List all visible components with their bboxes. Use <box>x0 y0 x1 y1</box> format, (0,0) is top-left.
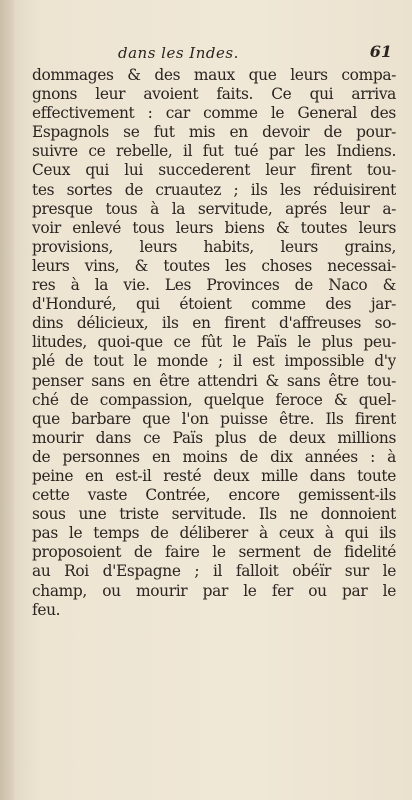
text-line: dommages & des maux que leurs compa- <box>32 66 396 84</box>
text-line: proposoient de faire le serment de fidelité <box>32 543 396 562</box>
text-line: Espagnols se fut mis en devoir de pour- <box>32 123 396 142</box>
page-header <box>0 44 412 64</box>
text-line: voir enlevé tous leurs biens & toutes leurs <box>32 218 396 237</box>
text-line: dins délicieux, ils en firent d'affreuses so- <box>32 314 396 333</box>
text-line: res à la vie. Les Provinces de Naco & <box>32 276 396 295</box>
text-line: presque tous à la servitude, aprés leur a- <box>32 199 396 218</box>
text-line: cette vaste Contrée, encore gemissent-ils <box>32 486 396 505</box>
text-line: tes sortes de cruautez ; ils les réduisirent <box>32 180 396 199</box>
text-line: penser sans en être attendri & sans être tou- <box>32 371 396 390</box>
text-line: champ, ou mourir par le fer ou par le <box>32 581 396 600</box>
text-line: que barbare que l'on puisse être. Ils firent <box>32 409 396 428</box>
text-line: provisions, leurs habits, leurs grains, <box>32 237 396 256</box>
body-text <box>32 66 396 620</box>
text-line: mourir dans ce Païs plus de deux millions <box>32 428 396 447</box>
text-line: sous une triste servitude. Ils ne donnoient <box>32 505 396 524</box>
text-line: gnons leur avoient faits. Ce qui arriva <box>32 85 396 104</box>
text-line: feu. <box>32 600 61 619</box>
text-line: Ceux qui lui succederent leur firent tou- <box>32 161 396 180</box>
running-head: dans les Indes. <box>118 44 239 62</box>
text-line: pas le temps de déliberer à ceux à qui ils <box>32 524 396 543</box>
text-line: litudes, quoi-que ce fût le Païs le plus peu- <box>32 333 396 352</box>
page-number: 61 <box>369 42 392 61</box>
page-gutter <box>0 0 14 800</box>
text-line: ché de compassion, quelque feroce & quel- <box>32 390 396 409</box>
text-line: suivre ce rebelle, il fut tué par les Indiens. <box>32 142 396 161</box>
text-line: effectivement : car comme le General des <box>32 104 396 123</box>
text-line: d'Honduré, qui étoient comme des jar- <box>32 295 396 314</box>
text-line: de personnes en moins de dix années : à <box>32 447 396 466</box>
text-line: plé de tout le monde ; il est impossible d'y <box>32 352 396 371</box>
text-line: leurs vins, & toutes les choses necessai- <box>32 256 396 275</box>
text-line: au Roi d'Espagne ; il falloit obéïr sur le <box>32 562 396 581</box>
text-line: peine en est-il resté deux mille dans toute <box>32 466 396 485</box>
